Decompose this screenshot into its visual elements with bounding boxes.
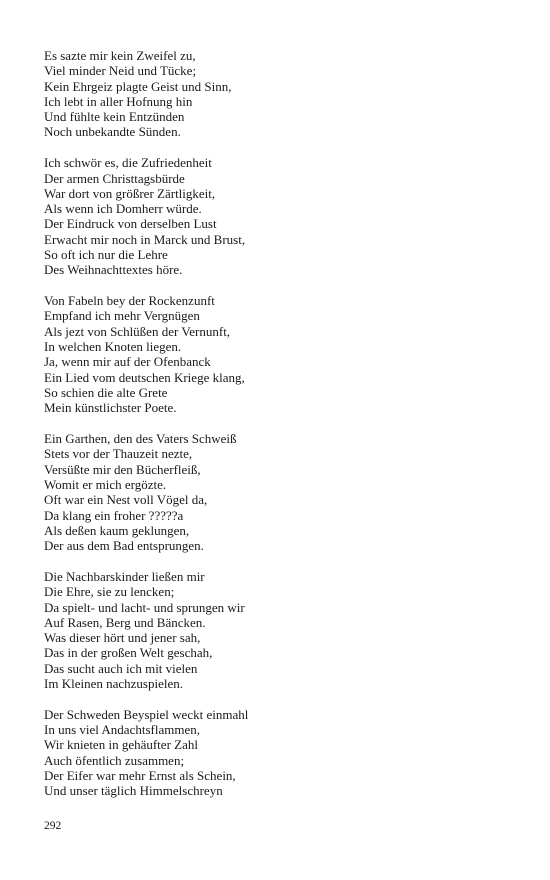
verse-line: Stets vor der Thauzeit nezte, xyxy=(44,446,193,462)
verse-line: Ja, wenn mir auf der Ofenbanck xyxy=(44,354,211,370)
verse-line: Der Eifer war mehr Ernst als Schein, xyxy=(44,767,236,783)
verse-line: Das in der großen Welt geschah, xyxy=(44,645,213,661)
verse-line: Als jezt von Schlüßen der Vernunft, xyxy=(44,323,231,339)
verse-line: So schien die alte Grete xyxy=(44,384,168,400)
verse-line: Wir knieten in gehäufter Zahl xyxy=(44,737,198,753)
verse-line: Versüßte mir den Bücherfleiß, xyxy=(44,461,201,477)
verse-line: Auch öfentlich zusammen; xyxy=(44,752,185,768)
verse-line: Womit er mich ergözte. xyxy=(44,476,167,492)
verse-line: Mein künstlichster Poete. xyxy=(44,400,177,416)
verse-line: Ich lebt in aller Hofnung hin xyxy=(44,93,193,109)
verse-line: Ein Lied vom deutschen Kriege klang, xyxy=(44,369,245,385)
verse-line: Die Ehre, sie zu lencken; xyxy=(44,584,175,600)
stanza xyxy=(44,431,514,553)
verse-line: War dort von größrer Zärtligkeit, xyxy=(44,185,216,201)
verse-line: Da klang ein froher ?????a xyxy=(44,507,184,523)
stanza xyxy=(44,707,514,799)
verse-line: Es sazte mir kein Zweifel zu, xyxy=(44,48,196,63)
verse-line: Kein Ehrgeiz plagte Geist und Sinn, xyxy=(44,78,232,94)
verse-line: In uns viel Andachtsflammen, xyxy=(44,722,200,738)
verse-line: Des Weihnachttextes höre. xyxy=(44,262,183,278)
verse-line: Das sucht auch ich mit vielen xyxy=(44,660,198,676)
verse-line: Ein Garthen, den des Vaters Schweiß xyxy=(44,431,237,447)
verse-line: Der Schweden Beyspiel weckt einmahl xyxy=(44,706,249,722)
verse-line: Im Kleinen nachzuspielen. xyxy=(44,675,183,691)
stanza xyxy=(44,48,514,140)
verse-line: Als deßen kaum geklungen, xyxy=(44,522,190,538)
verse-line: Da spielt- und lacht- und sprungen wir xyxy=(44,599,245,615)
verse-line: So oft ich nur die Lehre xyxy=(44,247,168,263)
verse-line: Auf Rasen, Berg und Bäncken. xyxy=(44,614,206,630)
verse-line: Als wenn ich Domherr würde. xyxy=(44,201,202,217)
verse-line: Der aus dem Bad entsprungen. xyxy=(44,538,204,554)
verse-line: Erwacht mir noch in Marck und Brust, xyxy=(44,231,246,247)
verse-line: Oft war ein Nest voll Vögel da, xyxy=(44,492,208,508)
verse-line: Empfand ich mehr Vergnügen xyxy=(44,308,200,324)
verse-line: Von Fabeln bey der Rockenzunft xyxy=(44,293,215,309)
stanza xyxy=(44,293,514,415)
verse-line: Der Eindruck von derselben Lust xyxy=(44,216,217,232)
poem-text xyxy=(44,48,514,814)
verse-line: Der armen Christtagsbürde xyxy=(44,170,185,186)
verse-line: Die Nachbarskinder ließen mir xyxy=(44,568,205,584)
verse-line: Viel minder Neid und Tücke; xyxy=(44,63,197,79)
verse-line: Und fühlte kein Entzünden xyxy=(44,109,185,125)
page-number: 292 xyxy=(44,820,62,832)
verse-line: Was dieser hört und jener sah, xyxy=(44,630,201,646)
verse-line: Noch unbekandte Sünden. xyxy=(44,124,181,140)
stanza xyxy=(44,569,514,691)
stanza xyxy=(44,155,514,277)
verse-line: In welchen Knoten liegen. xyxy=(44,339,182,355)
verse-line: Und unser täglich Himmelschreyn xyxy=(44,783,223,799)
verse-line: Ich schwör es, die Zufriedenheit xyxy=(44,155,212,171)
